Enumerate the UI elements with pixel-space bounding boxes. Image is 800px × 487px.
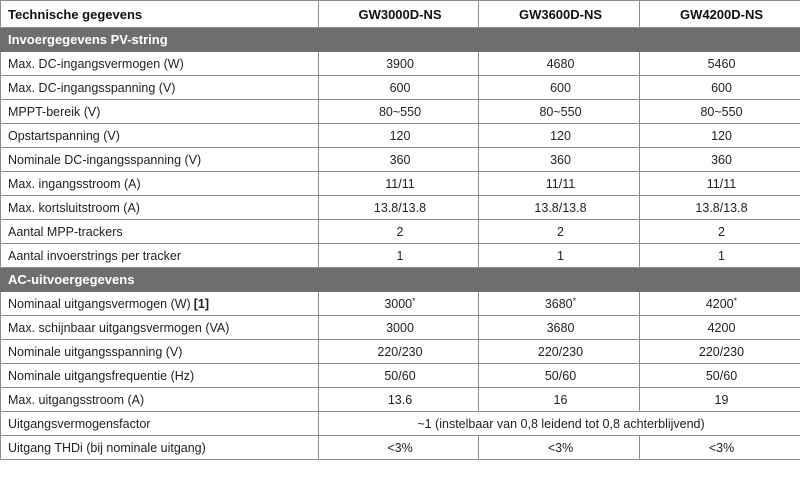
cell-value: 5460 [640,52,800,76]
cell-value: 13.8/13.8 [640,196,800,220]
cell-value: 13.8/13.8 [319,196,479,220]
model-gw3600d-ns: GW3600D-NS [479,1,640,28]
cell-value: 2 [640,220,800,244]
row-label: Max. ingangsstroom (A) [1,172,319,196]
table-row [1,220,800,244]
row-label: Max. schijnbaar uitgangsvermogen (VA) [1,316,319,340]
cell-value: 2 [479,220,640,244]
section-header-ac-output [1,268,800,292]
row-label: Aantal MPP-trackers [1,220,319,244]
header-row [1,1,800,28]
footnote-ref: [1] [193,296,209,311]
cell-value: 600 [319,76,479,100]
cell-value: 120 [640,124,800,148]
cell-value: 19 [640,388,800,412]
asterisk-mark: * [412,295,416,306]
cell-value-with-mark [479,292,640,316]
cell-value: 1 [479,244,640,268]
table-row [1,124,800,148]
table-row [1,436,800,460]
row-label: Uitgangsvermogensfactor [1,412,319,436]
cell-value-with-mark [640,292,800,316]
cell-value: 120 [479,124,640,148]
row-label: MPPT-bereik (V) [1,100,319,124]
cell-value: 50/60 [319,364,479,388]
asterisk-mark: * [572,295,577,306]
cell-value: 11/11 [479,172,640,196]
model-gw3000d-ns: GW3000D-NS [319,1,479,28]
row-label: Max. DC-ingangsspanning (V) [1,76,319,100]
table-row [1,388,800,412]
cell-value: 50/60 [479,364,640,388]
cell-value-spanning: ~1 (instelbaar van 0,8 leidend tot 0,8 achterblijvend) [319,412,800,436]
table-row [1,364,800,388]
cell-value: <3% [319,436,479,460]
cell-value: 80~550 [319,100,479,124]
table-row [1,172,800,196]
row-label: Nominale uitgangsspanning (V) [1,340,319,364]
table-row [1,244,800,268]
row-label: Max. kortsluitstroom (A) [1,196,319,220]
row-label: Nominale DC-ingangsspanning (V) [1,148,319,172]
cell-value-with-mark [319,292,479,316]
row-label: Aantal invoerstrings per tracker [1,244,319,268]
table-row [1,100,800,124]
row-label: Max. DC-ingangsvermogen (W) [1,52,319,76]
cell-value: <3% [640,436,800,460]
cell-value: 11/11 [640,172,800,196]
row-label: Nominale uitgangsfrequentie (Hz) [1,364,319,388]
cell-value: 1 [319,244,479,268]
cell-value: 4200 [705,296,734,311]
table-row [1,76,800,100]
cell-value: 3900 [319,52,479,76]
cell-value: 220/230 [640,340,800,364]
row-label: Max. uitgangsstroom (A) [1,388,319,412]
cell-value: 3680 [479,316,640,340]
cell-value: 80~550 [640,100,800,124]
section-title: Invoergegevens PV-string [1,28,800,52]
table-row [1,52,800,76]
cell-value: 600 [479,76,640,100]
model-gw4200d-ns: GW4200D-NS [640,1,800,28]
cell-value: 220/230 [479,340,640,364]
cell-value: 16 [479,388,640,412]
section-title: AC-uitvoergegevens [1,268,800,292]
row-label: Nominaal uitgangsvermogen (W) [8,296,191,311]
cell-value: 2 [319,220,479,244]
table-row [1,148,800,172]
cell-value: 3000 [319,316,479,340]
cell-value: 50/60 [640,364,800,388]
cell-value: 4200 [640,316,800,340]
cell-value: 13.8/13.8 [479,196,640,220]
section-header-pv-input [1,28,800,52]
cell-value: 1 [640,244,800,268]
cell-value: 360 [319,148,479,172]
table-row [1,340,800,364]
cell-value: 13.6 [319,388,479,412]
cell-value: 80~550 [479,100,640,124]
cell-value: <3% [479,436,640,460]
cell-value: 600 [640,76,800,100]
cell-value: 360 [640,148,800,172]
row-label-with-ref [1,292,319,316]
row-label: Opstartspanning (V) [1,124,319,148]
header-label: Technische gegevens [1,1,319,28]
row-label: Uitgang THDi (bij nominale uitgang) [1,436,319,460]
asterisk-mark: * [733,295,738,306]
cell-value: 360 [479,148,640,172]
table-row [1,196,800,220]
cell-value: 4680 [479,52,640,76]
cell-value: 220/230 [319,340,479,364]
table-row [1,292,800,316]
table-row [1,412,800,436]
cell-value: 11/11 [319,172,479,196]
cell-value: 3000 [384,296,413,311]
cell-value: 3680 [544,296,573,311]
table-row [1,316,800,340]
cell-value: 120 [319,124,479,148]
